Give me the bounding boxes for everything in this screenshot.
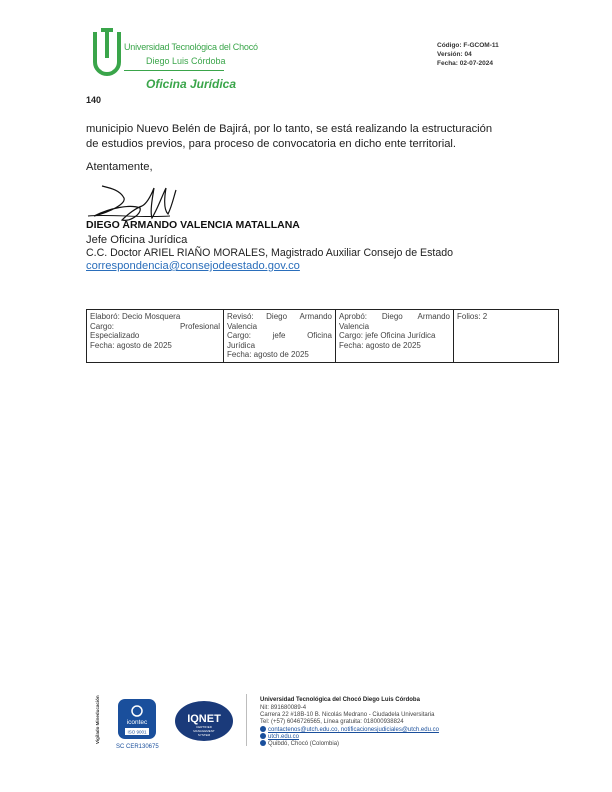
- footer-website-row: [260, 733, 299, 740]
- iqnet-sub: CERTIFIED: [196, 725, 212, 729]
- reviewed-name-part: Armando: [299, 312, 332, 321]
- footer-location-row: [260, 740, 339, 747]
- vertical-cert-label: [94, 695, 104, 744]
- approved-date: Fecha: agosto de 2025: [339, 340, 421, 350]
- footer-location: Quibdó, Chocó (Colombia): [268, 741, 340, 747]
- closing-phrase: Atentamente,: [86, 161, 153, 173]
- body-paragraph: [86, 122, 536, 152]
- iqnet-logo-icon: [174, 700, 234, 742]
- reviewed-name-part: Diego: [266, 312, 288, 321]
- table-row: [87, 310, 559, 363]
- office-name: Oficina Jurídica: [146, 77, 237, 91]
- approved-by-cell: [336, 310, 454, 363]
- signer-name: DIEGO ARMANDO VALENCIA MATALLANA: [86, 219, 300, 231]
- footer-phone: Tel: (+57) 6046726565, Línea gratuita: 018000938824: [260, 719, 404, 725]
- cargo-value-cont: Jurídica: [227, 340, 256, 350]
- iqnet-label: IQNET: [187, 713, 221, 725]
- footer-nit: Nit: 891680089-4: [260, 705, 307, 711]
- reviewed-by: [227, 312, 332, 322]
- footer-emails-row: [260, 726, 439, 733]
- location-pin-icon: [260, 740, 266, 746]
- certificate-code: SC CER130675: [116, 744, 159, 750]
- university-logo-icon: [92, 26, 122, 86]
- elaborated-cargo: [90, 322, 220, 332]
- document-date: Fecha: 02-07-2024: [437, 60, 494, 67]
- document-code: Código: F-GCOM-11: [437, 42, 499, 49]
- approved-name-part: Diego: [381, 312, 403, 321]
- footer-emails[interactable]: contactenos@utch.edu.co, notificacionesjudiciales@utch.edu.co: [268, 727, 439, 733]
- iqnet-sub: MANAGEMENT: [193, 729, 215, 733]
- page-number: 140: [86, 95, 102, 105]
- reviewed-label: Revisó:: [227, 312, 254, 321]
- footer-address: Carrera 22 #18B-10 B. Nicolás Medrano - Ciudadela Universitaria: [260, 712, 435, 718]
- globe-icon: [260, 733, 266, 739]
- elaborated-by-cell: [87, 310, 224, 363]
- cargo-label: Cargo:: [227, 331, 252, 340]
- vertical-cert-text: Vigilado Mineducación: [95, 695, 100, 744]
- reviewed-cargo: [227, 331, 332, 341]
- approval-table: [86, 309, 559, 363]
- email-link[interactable]: correspondencia@consejodeestado.gov.co: [86, 260, 300, 272]
- paragraph-line: de estudios previos, para proceso de convocatoria en dicho ente territorial.: [86, 138, 457, 150]
- reviewed-name-cont: Valencia: [227, 321, 258, 331]
- footer-divider: [246, 694, 247, 746]
- reviewed-by-cell: [224, 310, 336, 363]
- iso-label: ISO 9001: [127, 729, 147, 735]
- cargo-value: Oficina: [307, 331, 332, 340]
- approved-label: Aprobó:: [339, 312, 368, 321]
- elaborated-by: Elaboró: Decio Mosquera: [90, 312, 181, 321]
- icontec-label: icontec: [126, 719, 148, 726]
- carbon-copy: C.C. Doctor ARIEL RIAÑO MORALES, Magistrado Auxiliar Consejo de Estado: [86, 247, 454, 259]
- approved-name-cont: Valencia: [339, 321, 370, 331]
- approved-by: [339, 312, 450, 322]
- footer-website[interactable]: utch.edu.co: [268, 734, 300, 740]
- university-name: Universidad Tecnológica del Chocó: [124, 42, 258, 52]
- university-subname: Diego Luis Córdoba: [146, 56, 226, 66]
- document-version: Versión: 04: [437, 51, 472, 58]
- cargo-label: Cargo:: [90, 321, 115, 331]
- elaborated-date: Fecha: agosto de 2025: [90, 340, 172, 350]
- folios-cell: [454, 310, 559, 363]
- reviewed-date: Fecha: agosto de 2025: [227, 350, 309, 359]
- approved-cargo: Cargo: jefe Oficina Jurídica: [339, 331, 436, 340]
- cargo-value: jefe: [272, 331, 286, 340]
- header-divider: [124, 70, 224, 71]
- cargo-value-cont: Especializado: [90, 331, 140, 340]
- approved-name-part: Armando: [417, 312, 450, 321]
- iqnet-sub: SYSTEM: [197, 733, 211, 737]
- paragraph-line: municipio Nuevo Belén de Bajirá, por lo tanto, se está realizando la estructuración: [86, 123, 493, 135]
- cargo-value: Profesional: [179, 321, 220, 331]
- signer-role: Jefe Oficina Jurídica: [86, 234, 188, 246]
- email-icon: [260, 726, 266, 732]
- folios-count: Folios: 2: [457, 312, 488, 321]
- icontec-logo-icon: [118, 699, 156, 739]
- footer-title: Universidad Tecnológica del Chocó Diego Luis Córdoba: [260, 697, 420, 703]
